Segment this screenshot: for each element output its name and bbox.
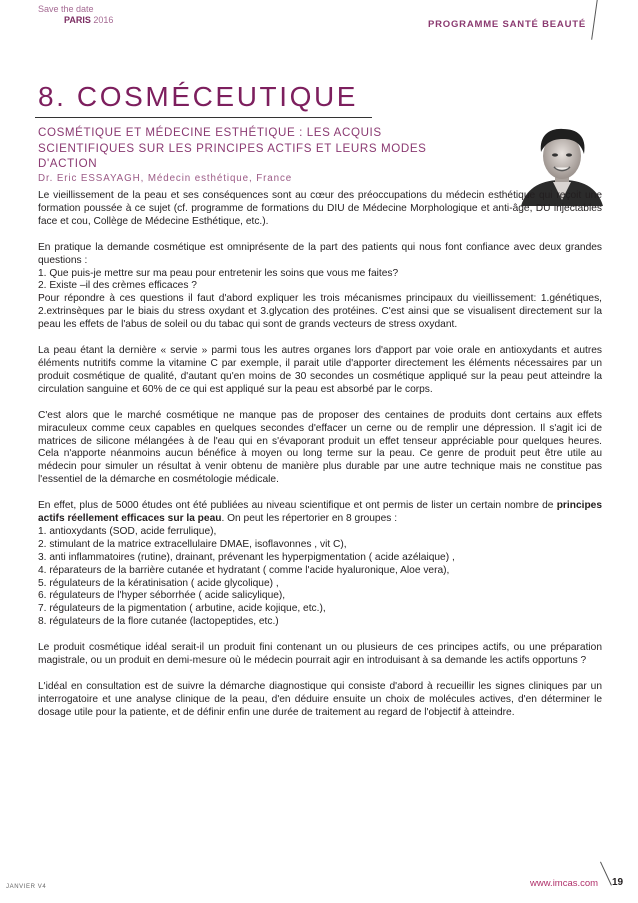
list-item: 5. régulateurs de la kératinisation ( acide glycolique) , [38,577,279,589]
save-the-date-label: Save the date [38,4,94,14]
header-divider [591,0,598,40]
list-item: 2. Existe –il des crèmes efficaces ? [38,280,197,292]
subtitle-line: D'ACTION [38,157,98,170]
paragraph: Le vieillissement de la peau et ses conséquences sont au cœur des préoccupations du médecin esthétique qui reçoit une formation poussée à ce sujet (cf. programme de formations du DIU de Médecine Morphologique et anti-âge, DU injectables face et cou, Collège de Médecine Esthétique, etc.). [38,190,602,227]
paragraph [38,500,602,629]
list-item: 3. anti inflammatoires (rutine), drainant, prévenant les hyperpigmentation ( acide azélaique) , [38,551,455,563]
list-item: 4. réparateurs de la barrière cutanée et hydratant ( comme l'acide hyaluronique, Aloe vera), [38,564,450,576]
section-title: PROGRAMME SANTÉ BEAUTÉ [428,19,586,30]
footer-url-link[interactable]: www.imcas.com [530,878,599,889]
paragraph-text: . On peut les répertorier en 8 groupes : [221,513,398,525]
paragraph-text: En effet, plus de 5000 études ont été publiées au niveau scientifique et ont permis de lister un certain nombre de [38,500,557,512]
paragraph: C'est alors que le marché cosmétique ne manque pas de proposer des centaines de produits dont certains aux effets miraculeux comme ceux capables en quelques secondes d'effacer un cerne ou de remplir une dépression. Il s'agit ici de matrices de silicone mélangées à de l'eau qui en s'évaporant produit un effet tenseur appréciable pour quelques heures. Cela n'apporte néanmoins aucun bénéfice à moyen ou long terme sur la peau. Ce genre de produit peut être utile au médecin pour simuler un résultat à venir obtenu de manière plus durable par une autre technique mais ne constitue pas l'essentiel de la démarche en cosmétologie médicale. [38,409,602,486]
title-underline [35,117,372,118]
year-label: 2016 [93,15,114,25]
paris-label: PARIS [64,15,91,25]
subtitle-line: COSMÉTIQUE ET MÉDECINE ESTHÉTIQUE : LES ACQUIS [38,126,382,139]
article-body [38,190,602,733]
paris-year [38,15,113,26]
page-number: 19 [612,877,624,888]
paragraph-line: Pour répondre à ces questions il faut d'abord expliquer les trois mécanismes principaux du vieillissement: 1.génétiques, 2.extrinsèques par le biais du stress oxydant et 3.glycation des protéines. C'est ainsi que se visualisent directement sur la peau les effets de l'abus de soleil ou du tabac qui sont de grands vecteurs de stress oxydant. [38,293,602,331]
save-the-date [38,4,113,26]
footer-divider [600,862,612,886]
paragraph: Le produit cosmétique idéal serait-il un produit fini contenant un ou plusieurs de ces principes actifs, ou une préparation magistrale, ou un produit en demi-mesure où le médecin pourrait agir en introduisant à sa demande les actifs opportuns ? [38,642,602,667]
list-item: 1. Que puis-je mettre sur ma peau pour entretenir les soins que vous me faites? [38,267,399,279]
list-item: 8. régulateurs de la flore cutanée (lactopeptides, etc.) [38,616,279,628]
list-item: 6. régulateurs de l'hyper séborrhée ( acide salicylique), [38,590,286,602]
paragraph: L'idéal en consultation est de suivre la démarche diagnostique qui consiste d'abord à recueillir les signes cliniques par un interrogatoire et une analyse clinique de la peau, d'en déduire ensuite un choix de molécules actives, d'en déterminer le dosage utile pour la patiente, et de définir enfin une durée de traitement au regard de l'objectif à atteindre. [38,681,602,718]
subtitle-line: SCIENTIFIQUES SUR LES PRINCIPES ACTIFS ET LEURS MODES [38,141,427,155]
page-title: 8. COSMÉCEUTIQUE [38,81,359,112]
list-item: 2. stimulant de la matrice extracellulaire DMAE, isoflavonnes , vit C), [38,538,347,550]
list-item: 1. antioxydants (SOD, acide ferrulique), [38,525,217,537]
article-subtitle [38,125,478,172]
bold-phrase: principes actifs réellement efficaces sur la peau [38,500,602,525]
paragraph-line: En pratique la demande cosmétique est omniprésente de la part des patients qui nous font confiance avec deux grandes questions : [38,241,602,266]
author-line: Dr. Eric ESSAYAGH, Médecin esthétique, France [38,173,293,184]
paragraph [38,242,602,332]
paragraph: La peau étant la dernière « servie » parmi tous les autres organes lors d'apport par voie orale en antioxydants et autres éléments nutritifs comme la vitamine C par exemple, il parait utile d'apporter directement les éléments nécessaires par un produit cosmétique de qualité, d'autant qu'en moins de 30 secondes un cosmétique appliqué sur la peau peut atteindre la circulation sanguine et 60% de ce qui est appliqué sur la peau est absorbé par le corps. [38,345,602,395]
list-item: 7. régulateurs de la pigmentation ( arbutine, acide kojique, etc.), [38,603,326,615]
footer-edition: JANVIER V4 [6,884,47,890]
